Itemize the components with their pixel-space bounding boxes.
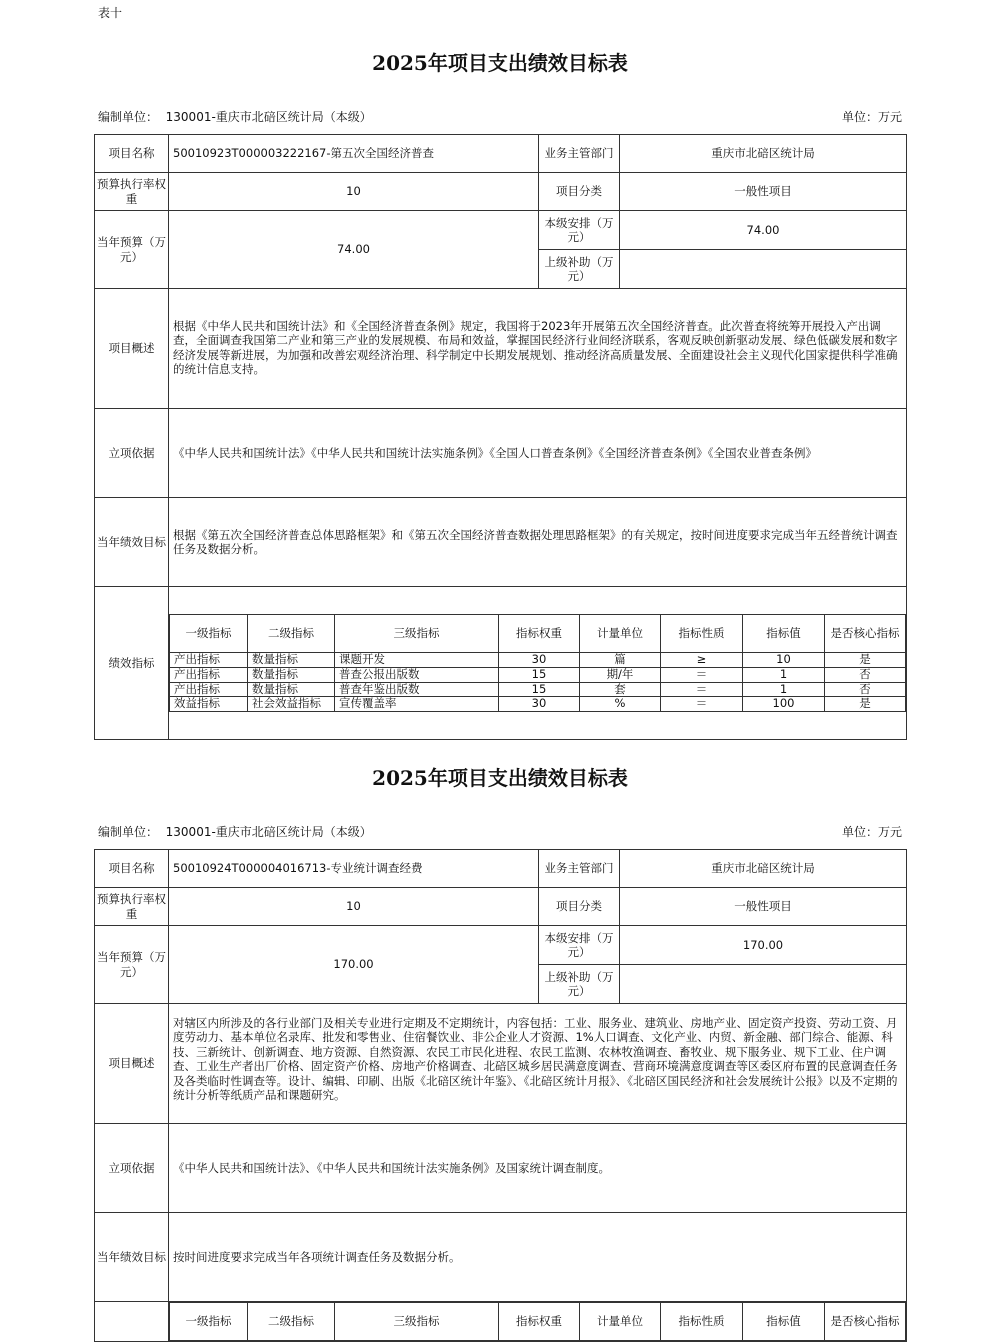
own-funds-value: 74.00 bbox=[620, 211, 907, 250]
header-cell: 三级指标 bbox=[335, 614, 499, 652]
table-number-label: 表十 bbox=[98, 6, 123, 20]
weight-cell: 15 bbox=[499, 682, 580, 697]
weight-value: 10 bbox=[169, 173, 539, 211]
header-cell: 一级指标 bbox=[170, 1303, 248, 1341]
core-cell: 否 bbox=[825, 682, 906, 697]
basis-label: 立项依据 bbox=[95, 1124, 169, 1213]
header-cell: 指标性质 bbox=[661, 1303, 743, 1341]
header-cell: 计量单位 bbox=[580, 614, 661, 652]
value-cell: 1 bbox=[743, 667, 825, 682]
budget-label: 当年预算（万元） bbox=[95, 926, 169, 1004]
header-cell: 二级指标 bbox=[248, 1303, 335, 1341]
header-cell: 指标值 bbox=[743, 1303, 825, 1341]
basis-text: 《中华人民共和国统计法》《中华人民共和国统计法实施条例》《全国人口普查条例》《全国经济普查条例》《全国农业普查条例》 bbox=[169, 409, 907, 498]
form-title: 2025年项目支出绩效目标表 bbox=[372, 766, 628, 790]
header-cell: 指标权重 bbox=[499, 614, 580, 652]
project-name-value: 50010923T000003222167-第五次全国经济普查 bbox=[169, 135, 539, 173]
project-name-label: 项目名称 bbox=[95, 850, 169, 888]
annual-goal-label: 当年绩效目标 bbox=[95, 1213, 169, 1302]
category-value: 一般性项目 bbox=[620, 173, 907, 211]
level2-cell: 社会效益指标 bbox=[248, 697, 335, 712]
indicators-header-row bbox=[170, 614, 906, 652]
annual-goal-label: 当年绩效目标 bbox=[95, 498, 169, 587]
level3-cell: 普查公报出版数 bbox=[335, 667, 499, 682]
indicators-header-row bbox=[170, 1303, 906, 1341]
unit-cell: 套 bbox=[580, 682, 661, 697]
weight-cell: 30 bbox=[499, 697, 580, 712]
value-cell: 1 bbox=[743, 682, 825, 697]
table-row bbox=[170, 682, 906, 697]
own-funds-value: 170.00 bbox=[620, 926, 907, 965]
value-cell: 100 bbox=[743, 697, 825, 712]
level2-cell: 数量指标 bbox=[248, 682, 335, 697]
header-cell: 指标值 bbox=[743, 614, 825, 652]
header-cell: 一级指标 bbox=[170, 614, 248, 652]
indicators-table bbox=[169, 614, 906, 712]
weight-label: 预算执行率权重 bbox=[95, 888, 169, 926]
overview-label: 项目概述 bbox=[95, 289, 169, 409]
compiling-unit-label: 编制单位： bbox=[98, 110, 159, 124]
header-cell: 指标性质 bbox=[661, 614, 743, 652]
compiling-unit-value: 130001-重庆市北碚区统计局（本级） bbox=[165, 110, 372, 124]
level1-cell: 产出指标 bbox=[170, 682, 248, 697]
performance-form bbox=[94, 849, 907, 1342]
weight-value: 10 bbox=[169, 888, 539, 926]
nature-cell: ≥ bbox=[661, 652, 743, 667]
budget-value: 74.00 bbox=[169, 211, 539, 289]
compiling-unit-label: 编制单位： bbox=[98, 825, 159, 839]
superior-subsidy-value bbox=[620, 965, 907, 1004]
level3-cell: 普查年鉴出版数 bbox=[335, 682, 499, 697]
compiling-unit-value: 130001-重庆市北碚区统计局（本级） bbox=[165, 825, 372, 839]
unit-cell: 期/年 bbox=[580, 667, 661, 682]
value-cell: 10 bbox=[743, 652, 825, 667]
superior-subsidy-label: 上级补助（万元） bbox=[539, 250, 620, 289]
unit-cell: 篇 bbox=[580, 652, 661, 667]
overview-label: 项目概述 bbox=[95, 1004, 169, 1124]
category-label: 项目分类 bbox=[539, 888, 620, 926]
currency-unit: 单位：万元 bbox=[841, 110, 902, 124]
annual-goal-text: 按时间进度要求完成当年各项统计调查任务及数据分析。 bbox=[169, 1213, 907, 1302]
own-funds-label: 本级安排（万元） bbox=[539, 926, 620, 965]
dept-value: 重庆市北碚区统计局 bbox=[620, 850, 907, 888]
annual-goal-text: 根据《第五次全国经济普查总体思路框架》和《第五次全国经济普查数据处理思路框架》的有关规定，按时间进度要求完成当年五经普统计调查任务及数据分析。 bbox=[169, 498, 907, 587]
category-label: 项目分类 bbox=[539, 173, 620, 211]
core-cell: 否 bbox=[825, 667, 906, 682]
level1-cell: 产出指标 bbox=[170, 667, 248, 682]
form-title: 2025年项目支出绩效目标表 bbox=[372, 51, 628, 75]
dept-label: 业务主管部门 bbox=[539, 135, 620, 173]
weight-cell: 30 bbox=[499, 652, 580, 667]
indicators-table bbox=[169, 1302, 906, 1341]
project-name-value: 50010924T000004016713-专业统计调查经费 bbox=[169, 850, 539, 888]
weight-label: 预算执行率权重 bbox=[95, 173, 169, 211]
project-name-label: 项目名称 bbox=[95, 135, 169, 173]
core-cell: 是 bbox=[825, 652, 906, 667]
dept-label: 业务主管部门 bbox=[539, 850, 620, 888]
header-cell: 二级指标 bbox=[248, 614, 335, 652]
superior-subsidy-value bbox=[620, 250, 907, 289]
level3-cell: 课题开发 bbox=[335, 652, 499, 667]
own-funds-label: 本级安排（万元） bbox=[539, 211, 620, 250]
basis-label: 立项依据 bbox=[95, 409, 169, 498]
table-row bbox=[170, 697, 906, 712]
header-cell: 三级指标 bbox=[335, 1303, 499, 1341]
weight-cell: 15 bbox=[499, 667, 580, 682]
indicators-label: 绩效指标 bbox=[95, 587, 169, 740]
category-value: 一般性项目 bbox=[620, 888, 907, 926]
performance-form bbox=[94, 134, 907, 740]
overview-text: 对辖区内所涉及的各行业部门及相关专业进行定期及不定期统计，内容包括：工业、服务业、建筑业、房地产业、固定资产投资、劳动工资、月度劳动力、基本单位名录库、批发和零售业、住宿餐饮业、非公企业人才资源、1%人口调查、文化产业、内贸、新金融、部门综合、能源、科技、三新统计、创新调查、地方资源、自然资源、农民工市民化进程、农民工监测、农林牧渔调查、畜牧业、规下服务业、规下工业、住户调查、工业生产者出厂价格、固定资产价格、房地产价格调查、北碚区城乡居民满意度调查、营商环境满意度调查等区委区府布置的民意调查任务及各类临时性调查等。设计、编辑、印刷、出版《北碚区统计年鉴》、《北碚区统计月报》、《北碚区国民经济和社会发展统计公报》以及不定期的统计分析等纸质产品和课题研究。 bbox=[169, 1004, 907, 1124]
currency-unit: 单位：万元 bbox=[841, 825, 902, 839]
budget-label: 当年预算（万元） bbox=[95, 211, 169, 289]
compiling-unit bbox=[98, 108, 372, 125]
level3-cell: 宣传覆盖率 bbox=[335, 697, 499, 712]
level1-cell: 产出指标 bbox=[170, 652, 248, 667]
level1-cell: 效益指标 bbox=[170, 697, 248, 712]
core-cell: 是 bbox=[825, 697, 906, 712]
level2-cell: 数量指标 bbox=[248, 667, 335, 682]
nature-cell: ＝ bbox=[661, 697, 743, 712]
header-cell: 计量单位 bbox=[580, 1303, 661, 1341]
basis-text: 《中华人民共和国统计法》、《中华人民共和国统计法实施条例》及国家统计调查制度。 bbox=[169, 1124, 907, 1213]
table-row bbox=[170, 667, 906, 682]
header-cell: 指标权重 bbox=[499, 1303, 580, 1341]
superior-subsidy-label: 上级补助（万元） bbox=[539, 965, 620, 1004]
compiling-unit bbox=[98, 823, 372, 840]
nature-cell: ＝ bbox=[661, 682, 743, 697]
nature-cell: ＝ bbox=[661, 667, 743, 682]
header-cell: 是否核心指标 bbox=[825, 1303, 906, 1341]
header-cell: 是否核心指标 bbox=[825, 614, 906, 652]
budget-value: 170.00 bbox=[169, 926, 539, 1004]
table-row bbox=[170, 652, 906, 667]
unit-cell: % bbox=[580, 697, 661, 712]
overview-text: 根据《中华人民共和国统计法》和《全国经济普查条例》规定，我国将于2023年开展第五次全国经济普查。此次普查将统筹开展投入产出调查，全面调查我国第二产业和第三产业的发展规模、布局和效益，掌握国民经济行业间经济联系，客观反映创新驱动发展、绿色低碳发展和数字经济发展等新进展，为加强和改善宏观经济治理、科学制定中长期发展规划、推动经济高质量发展、全面建设社会主义现代化国家提供科学准确的统计信息支持。 bbox=[169, 289, 907, 409]
level2-cell: 数量指标 bbox=[248, 652, 335, 667]
dept-value: 重庆市北碚区统计局 bbox=[620, 135, 907, 173]
